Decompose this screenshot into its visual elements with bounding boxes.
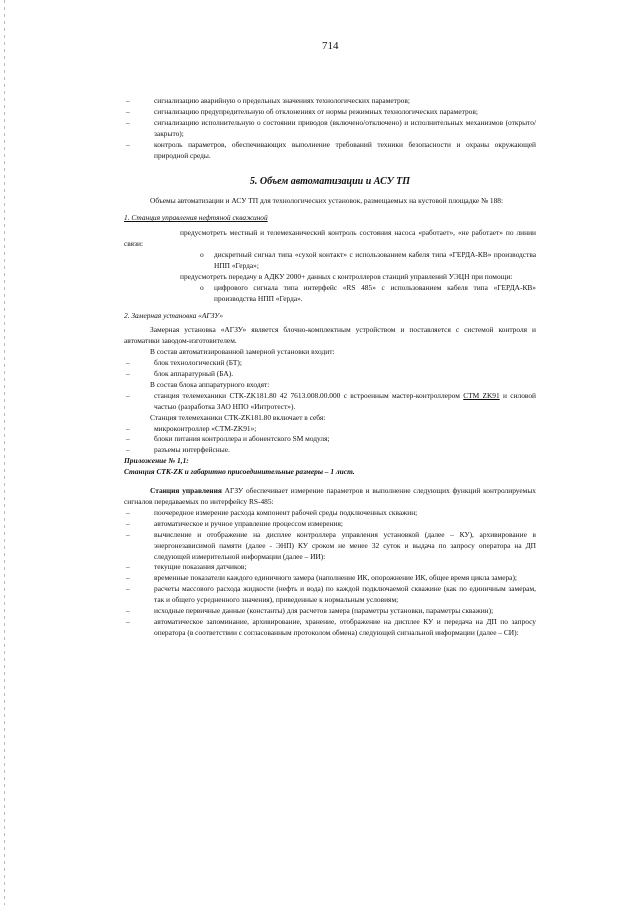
- list-item: o дискретный сигнал типа «сухой контакт» с использованием кабеля типа «ГЕРДА-КВ» производства НПП «Герда»;: [124, 250, 536, 272]
- list-item-text: сигнализацию исполнительную о состоянии приводов (включено/отключено) и исполнительных механизмов (открыто/закрыто);: [154, 117, 536, 138]
- list-item: – блок аппаратурный (БА).: [126, 369, 234, 379]
- list-item-text: контроль параметров, обеспечивающих выполнение требований техники безопасности и охраны окружающей природной среды.: [154, 139, 536, 160]
- list-item: – исходные первичные данные (константы) для расчетов замера (параметры установки, параметры скважин);: [126, 606, 494, 616]
- list-item-text: сигнализацию аварийную о предельных значениях технологических параметров;: [154, 96, 410, 105]
- list-item: – блок технологический (БТ);: [126, 358, 242, 368]
- list-item: – сигнализацию предупредительную об отклонениях от нормы режимных технологических параметров;: [124, 107, 536, 118]
- list-item: – разъемы интерфейсные.: [126, 445, 230, 455]
- list-item: – сигнализацию исполнительную о состоянии приводов (включено/отключено) и исполнительных механизмов (открыто/закрыто);: [126, 117, 536, 138]
- paragraph: предусмотреть местный и телемеханический контроль состояния насоса «работает», «не работает» по линии связи:: [124, 228, 536, 249]
- page-number: 714: [322, 40, 339, 52]
- intro-paragraph: Объемы автоматизации и АСУ ТП для технологических установок, размещаемых на кустовой площадке № 188:: [150, 196, 504, 206]
- list-item: o цифрового сигнала типа интерфейс «RS 485» с использованием кабеля типа «ГЕРДА-КВ» производства НПП «Герда».: [124, 283, 536, 305]
- controller-link: СТМ ZK91: [463, 390, 500, 400]
- scan-edge: [4, 0, 5, 905]
- paragraph: Станция управления АГЗУ обеспечивает измерение параметров и выполнение следующих функций контролируемых сигналов передаваемых по интерфейсу RS-485:: [124, 486, 537, 506]
- list-item: – блоки питания контроллера и абонентского SM модуля;: [126, 434, 330, 444]
- bullet-icon: o: [200, 282, 204, 292]
- list-item: – автоматическое запоминание, архивирование, хранение, отображение на дисплее КУ и передача на ДП по запросу оператора (в соответствии с согласованным протоколом обмена) следующей сигнальной информации (далее – СИ):: [126, 616, 536, 637]
- subsection-title: 2. Замерная установка «АГЗУ»: [124, 310, 224, 320]
- list-item: – автоматическое и ручное управление процессом измерения;: [126, 518, 343, 528]
- paragraph: Замерная установка «АГЗУ» является блочно-комплектным устройством и поставляется с системой контроля и автоматики заводом-изготовителем.: [124, 325, 536, 346]
- list-item: – микроконтроллер «СТМ-ZK91»;: [126, 423, 257, 433]
- list-item: – поочередное измерение расхода компонент рабочей среды подключенных скважин;: [126, 507, 418, 517]
- paragraph: В состав автоматизированной замерной установки входит:: [150, 347, 335, 357]
- bullet-icon: o: [200, 249, 204, 259]
- section-title: 5. Объем автоматизации и АСУ ТП: [249, 176, 411, 188]
- list-item: – временные показатели каждого единичного замера (наполнение ИК, опорожнение ИК, общее время цикла замера);: [126, 573, 517, 583]
- list-item: – сигнализацию аварийную о предельных значениях технологических параметров;: [124, 96, 536, 107]
- paragraph: В состав блока аппаратурного входят:: [150, 379, 270, 389]
- paragraph: Станция телемеханики СТК-ZK181.80 включает в себя:: [150, 412, 326, 422]
- subsection-title: 1. Станция управления нефтяной скважиной: [124, 213, 268, 223]
- document-body: [124, 96, 536, 639]
- appendix-label: Приложение № 1,1:: [124, 456, 189, 466]
- appendix-title: Станция СТК-ZK и габаритно присоединительные размеры – 1 лист.: [124, 467, 355, 477]
- list-item: – станция телемеханики СТК-ZK181.80 42 7613.008.00.000 с встроенным мастер-контроллером СТМ ZK91 и силовой частью (разработка ЗАО НПО «Интротест»).: [126, 390, 537, 411]
- list-item: – контроль параметров, обеспечивающих выполнение требований техники безопасности и охраны окружающей природной среды.: [126, 139, 536, 160]
- paragraph: предусмотреть передачу в АДКУ 2000+ данных с контроллеров станций управлений УЭЦН при помощи:: [180, 271, 513, 281]
- list-item: – вычисление и отображение на дисплее контроллера управления установкой (далее – КУ), архивирование в энергонезависимой памяти (далее - ЭНП) КУ сроком не менее 32 суток и выдача по запросу оператора на ДП следующей измерительной информации (далее – ИИ):: [126, 529, 536, 561]
- list-item: – текущие показания датчиков;: [126, 562, 247, 572]
- list-item: – расчеты массового расхода жидкости (нефть и вода) по каждой подключаемой скважине (как по единичным замерам, так и общего усредненного значения), приведенные к нормальным условиям;: [126, 584, 536, 605]
- list-item-text: сигнализацию предупредительную об отклонениях от нормы режимных технологических параметров;: [154, 106, 478, 116]
